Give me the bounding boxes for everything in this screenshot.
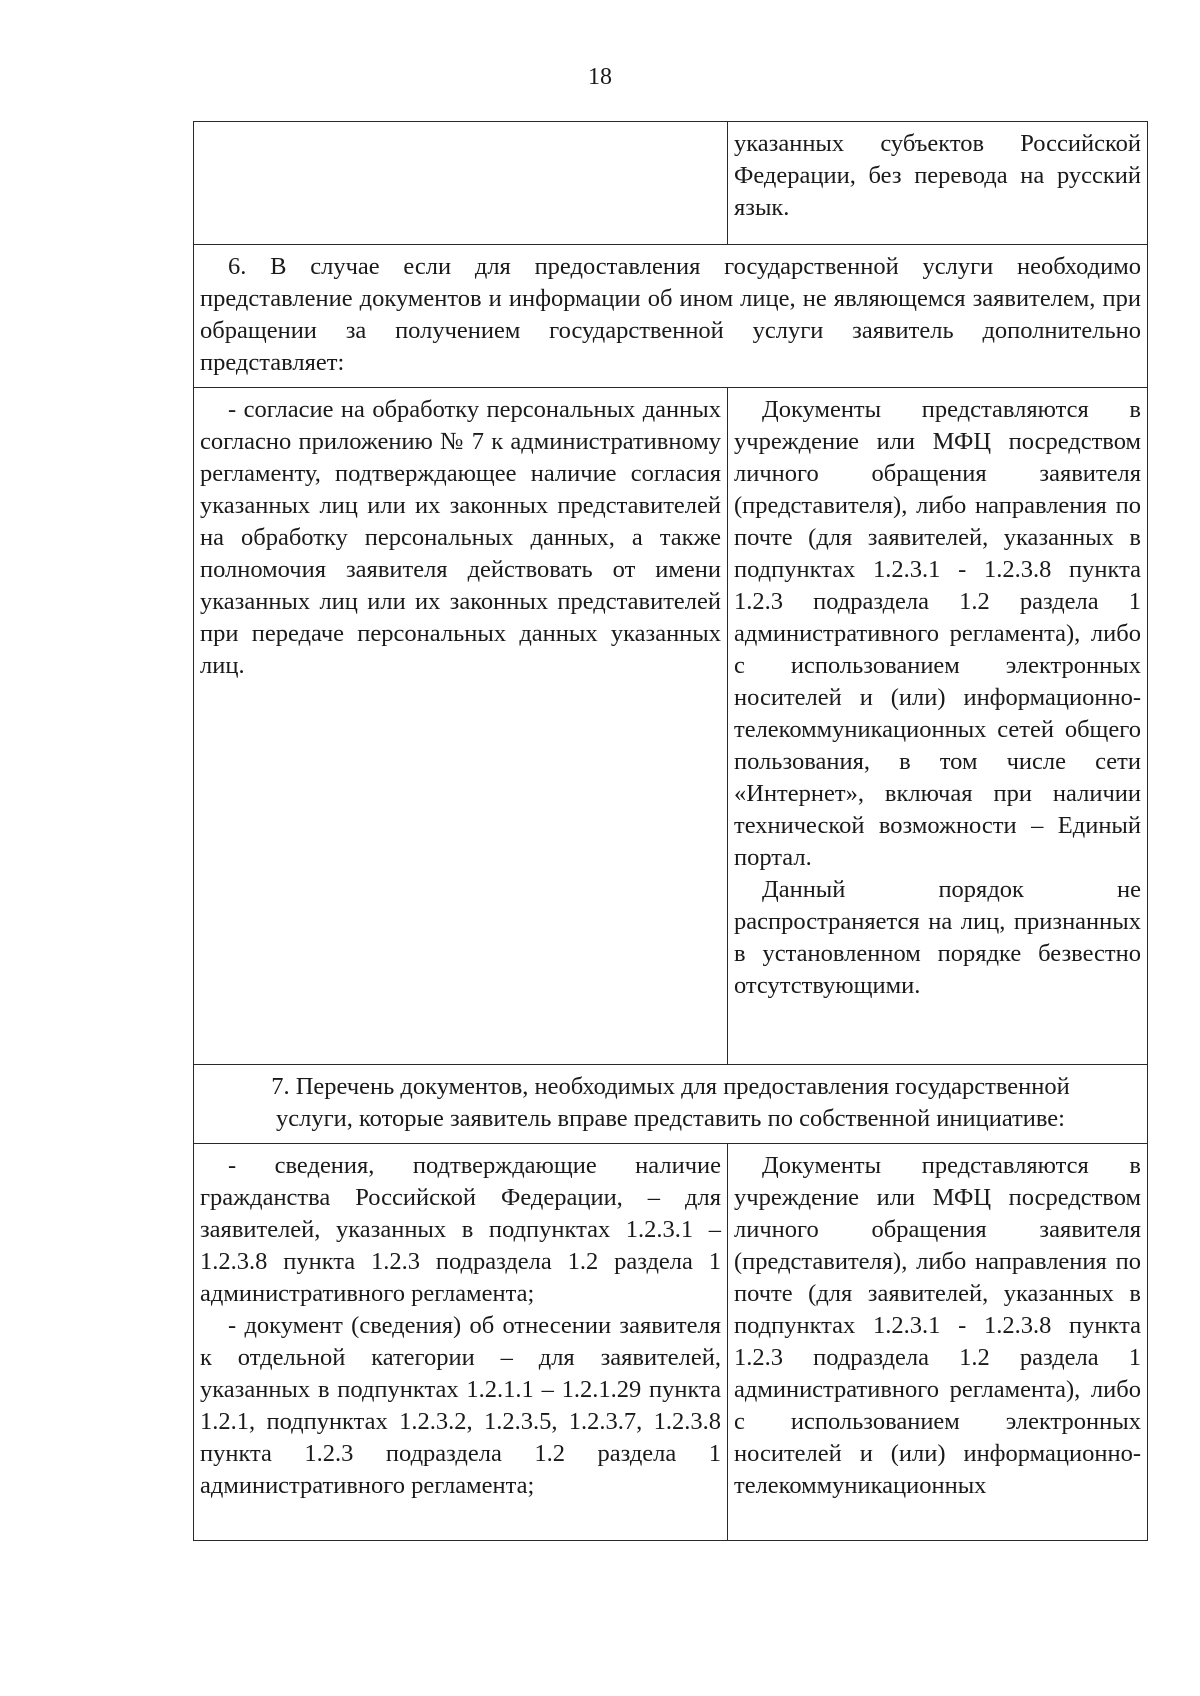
- table-cell-left: [194, 1144, 728, 1541]
- table-cell-left-empty: [194, 122, 728, 245]
- cell-text: - документ (сведения) об отнесении заявителя к отдельной категории – для заявителей, указанных в подпунктах 1.2.1.1 – 1.2.1.29 пункта 1.2.1, подпунктах 1.2.3.2, 1.2.3.5, 1.2.3.7, 1.2.3.8 пункта 1.2.3 подраздела 1.2 раздела 1 административного регламента;: [200, 1312, 721, 1499]
- cell-text: Документы представляются в учреждение или МФЦ посредством личного обращения заявителя (представителя), либо направления по почте (для заявителей, указанных в подпунктах 1.2.3.1 - 1.2.3.8 пункта 1.2.3 подраздела 1.2 раздела 1 административного регламента), либо с использованием электронных носителей и (или) информационно-телекоммуникационных сетей общего пользования, в том числе сети «Интернет», включая при наличии технической возможности – Единый портал.: [734, 396, 1141, 871]
- table-cell-right: [728, 1144, 1148, 1541]
- table-row: [194, 388, 1148, 1065]
- cell-text: указанных субъектов Российской Федерации, без перевода на русский язык.: [734, 130, 1141, 221]
- cell-text: - сведения, подтверждающие наличие гражданства Российской Федерации, – для заявителей, указанных в подпунктах 1.2.3.1 – 1.2.3.8 пункта 1.2.3 подраздела 1.2 раздела 1 административного регламента;: [200, 1152, 721, 1307]
- cell-text: Данный порядок не распространяется на лиц, признанных в установленном порядке безвестно отсутствующими.: [734, 876, 1141, 999]
- table-cell-right: [728, 388, 1148, 1065]
- cell-text: Документы представляются в учреждение или МФЦ посредством личного обращения заявителя (представителя), либо направления по почте (для заявителей, указанных в подпунктах 1.2.3.1 - 1.2.3.8 пункта 1.2.3 подраздела 1.2 раздела 1 административного регламента), либо с использованием электронных носителей и (или) информационно-телекоммуникационных: [734, 1152, 1141, 1499]
- section-heading-text: 7. Перечень документов, необходимых для предоставления государственной услуги, которые заявитель вправе представить по собственной инициативе:: [271, 1073, 1070, 1132]
- cell-text: - согласие на обработку персональных данных согласно приложению № 7 к административному регламенту, подтверждающее наличие согласия указанных лиц или их законных представителей на обработку персональных данных, а также полномочия заявителя действовать от имени указанных лиц или их законных представителей при передаче персональных данных указанных лиц.: [200, 396, 721, 679]
- page-number: 18: [588, 64, 612, 90]
- section-row: [194, 1065, 1148, 1144]
- documents-table: [193, 121, 1148, 1541]
- table-row: [194, 122, 1148, 245]
- section-heading-7: [194, 1065, 1148, 1144]
- section-heading-6: [194, 245, 1148, 388]
- section-heading-text: 6. В случае если для предоставления государственной услуги необходимо представление документов и информации об ином лице, не являющемся заявителем, при обращении за получением государственной услуги заявитель дополнительно представляет:: [200, 253, 1141, 376]
- table-cell-left: [194, 388, 728, 1065]
- table-row: [194, 1144, 1148, 1541]
- table-cell-right: [728, 122, 1148, 245]
- section-row: [194, 245, 1148, 388]
